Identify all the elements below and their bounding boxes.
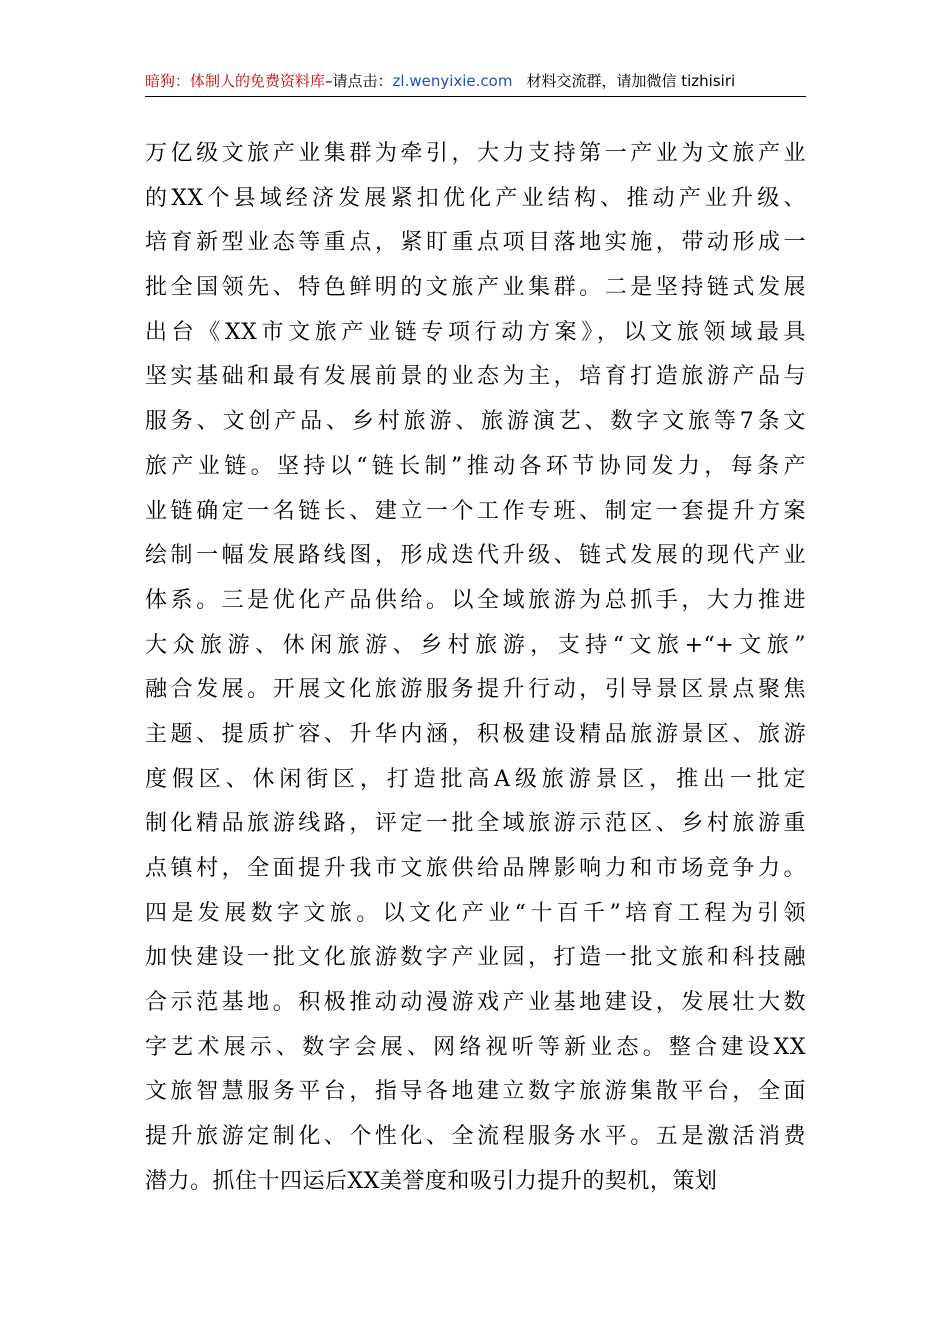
- paragraph-line: 大众旅游、休闲旅游、乡村旅游，支持“文旅+“+文旅”: [145, 632, 806, 658]
- paragraph-line: 批全国领先、特色鲜明的文旅产业集群。二是坚持链式发展: [145, 275, 806, 301]
- paragraph-line: 培育新型业态等重点，紧盯重点项目落地实施，带动形成一: [145, 230, 806, 256]
- paragraph-line: 提升旅游定制化、个性化、全流程服务水平。五是激活消费: [145, 1124, 806, 1150]
- paragraph-line: 体系。三是优化产品供给。以全域旅游为总抓手，大力推进: [145, 587, 806, 613]
- paragraph-line: 加快建设一批文化旅游数字产业园，打造一批文旅和科技融: [145, 945, 806, 971]
- header-brand: 暗狗：体制人的免费资料库: [145, 72, 326, 90]
- paragraph-line: 融合发展。开展文化旅游服务提升行动，引导景区景点聚焦: [145, 677, 806, 703]
- paragraph-line: 的XX个县域经济发展紧扣优化产业结构、推动产业升级、: [145, 185, 806, 211]
- paragraph-line: 合示范基地。积极推动动漫游戏产业基地建设，发展壮大数: [145, 990, 806, 1016]
- paragraph-line: 服务、文创产品、乡村旅游、旅游演艺、数字文旅等7条文: [145, 409, 806, 435]
- header-prompt: –请点击：: [325, 72, 393, 90]
- paragraph-line: 旅产业链。坚持以“链长制”推动各环节协同发力，每条产: [145, 453, 806, 479]
- paragraph-line: 万亿级文旅产业集群为牵引，大力支持第一产业为文旅产业: [145, 141, 806, 166]
- paragraph-line: 出台《XX市文旅产业链专项行动方案》，以文旅领域最具: [145, 319, 806, 345]
- paragraph-line: 绘制一幅发展路线图，形成迭代升级、链式发展的现代产业: [145, 543, 806, 569]
- paragraph-line: 四是发展数字文旅。以文化产业“十百千”培育工程为引领: [145, 900, 806, 926]
- paragraph-line: 业链确定一名链长、建立一个工作专班、制定一套提升方案: [145, 498, 806, 524]
- paragraph-line: 度假区、休闲街区，打造批高A级旅游景区，推出一批定: [145, 766, 806, 792]
- page-header: [145, 70, 806, 96]
- paragraph-line: 制化精品旅游线路，评定一批全域旅游示范区、乡村旅游重: [145, 811, 806, 837]
- paragraph-line: 主题、提质扩容、升华内涵，积极建设精品旅游景区、旅游: [145, 721, 806, 747]
- header-divider: [145, 96, 806, 97]
- paragraph-line: 坚实基础和最有发展前景的业态为主，培育打造旅游产品与: [145, 364, 806, 390]
- paragraph-line: 文旅智慧服务平台，指导各地建立数字旅游集散平台，全面: [145, 1079, 806, 1105]
- paragraph-line: 点镇村，全面提升我市文旅供给品牌影响力和市场竞争力。: [145, 856, 806, 881]
- paragraph-line: 字艺术展示、数字会展、网络视听等新业态。整合建设XX: [145, 1034, 806, 1060]
- header-url-link[interactable]: zl.wenyixie.com: [392, 72, 513, 90]
- document-body: [145, 132, 806, 1205]
- paragraph-line: 潜力。抓住十四运后XX美誉度和吸引力提升的契机，策划: [145, 1168, 718, 1194]
- header-contact: 材料交流群，请加微信 tizhisiri: [526, 72, 736, 90]
